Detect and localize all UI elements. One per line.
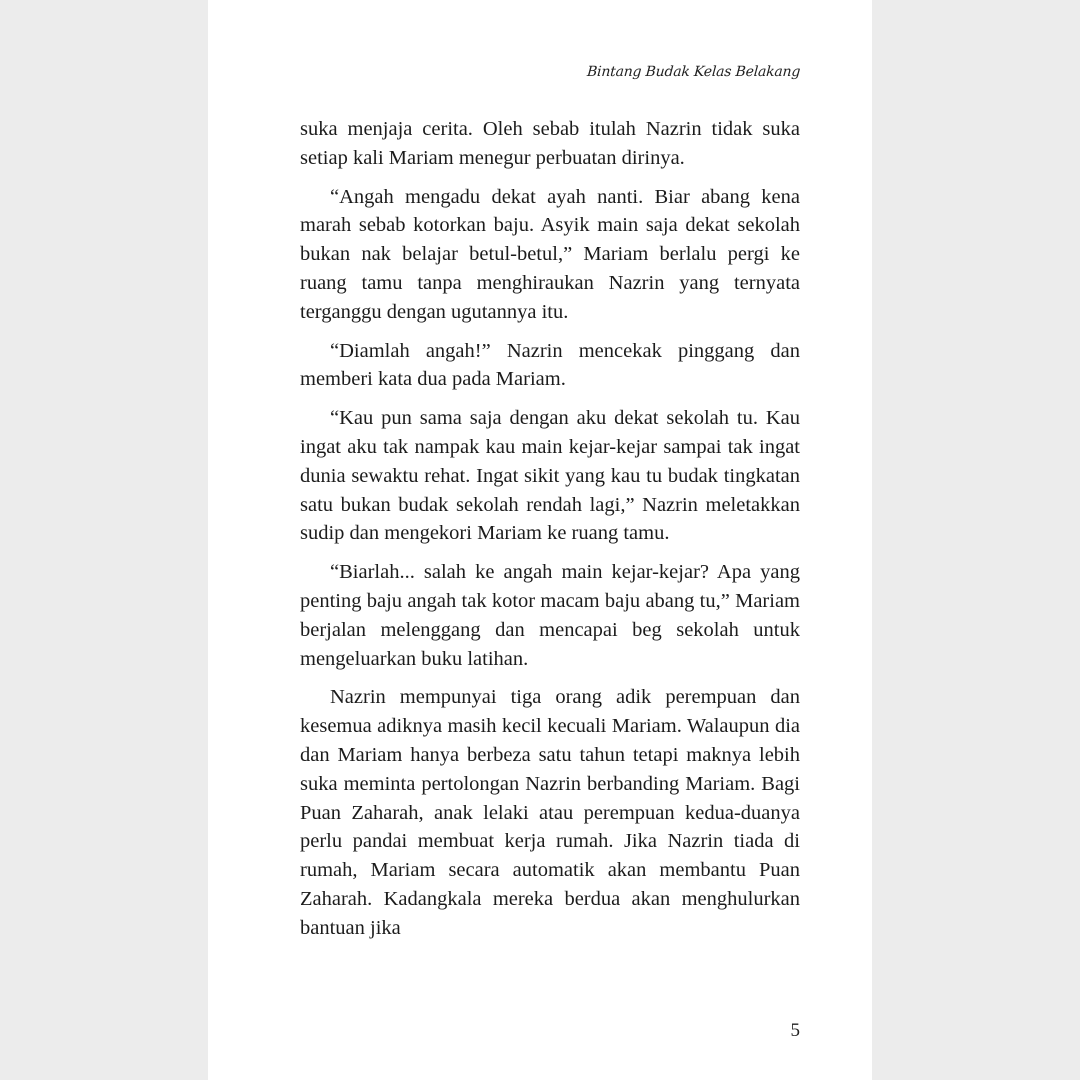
- paragraph-5: “Biarlah... salah ke angah main kejar-kejar? Apa yang penting baju angah tak kotor macam baju abang tu,” Mariam berjalan melenggang dan mencapai beg sekolah untuk mengeluarkan buku latihan.: [300, 561, 800, 670]
- paragraph-6: Nazrin mempunyai tiga orang adik perempuan dan kesemua adiknya masih kecil kecuali Mariam. Walaupun dia dan Mariam hanya berbeza satu tahun tetapi maknya lebih suka meminta pertolongan Nazrin berbanding Mariam. Bagi Puan Zaharah, anak lelaki atau perempuan kedua-duanya perlu pandai membuat kerja rumah. Jika Nazrin tiada di rumah, Mariam secara automatik akan membantu Puan Zaharah. Kadangkala mereka berdua akan menghulurkan bantuan jika: [300, 686, 800, 939]
- body-text: [300, 115, 800, 953]
- paragraph-1: suka menjaja cerita. Oleh sebab itulah Nazrin tidak suka setiap kali Mariam menegur perbuatan dirinya.: [300, 118, 800, 169]
- page-number: 5: [790, 1020, 800, 1041]
- paragraph-3: “Diamlah angah!” Nazrin mencekak pinggang dan memberi kata dua pada Mariam.: [300, 339, 800, 391]
- book-page: [208, 0, 872, 1080]
- paragraph-2: “Angah mengadu dekat ayah nanti. Biar abang kena marah sebab kotorkan baju. Asyik main saja dekat sekolah bukan nak belajar betul-betul,” Mariam berlalu pergi ke ruang tamu tanpa menghiraukan Nazrin yang ternyata terganggu dengan ugutannya itu.: [300, 185, 800, 323]
- paragraph-4: “Kau pun sama saja dengan aku dekat sekolah tu. Kau ingat aku tak nampak kau main kejar-kejar sampai tak ingat dunia sewaktu rehat. Ingat sikit yang kau tu budak tingkatan satu bukan budak sekolah rendah lagi,” Nazrin meletakkan sudip dan mengekori Mariam ke ruang tamu.: [300, 407, 800, 545]
- running-header-title: Bintang Budak Kelas Belakang: [586, 64, 801, 80]
